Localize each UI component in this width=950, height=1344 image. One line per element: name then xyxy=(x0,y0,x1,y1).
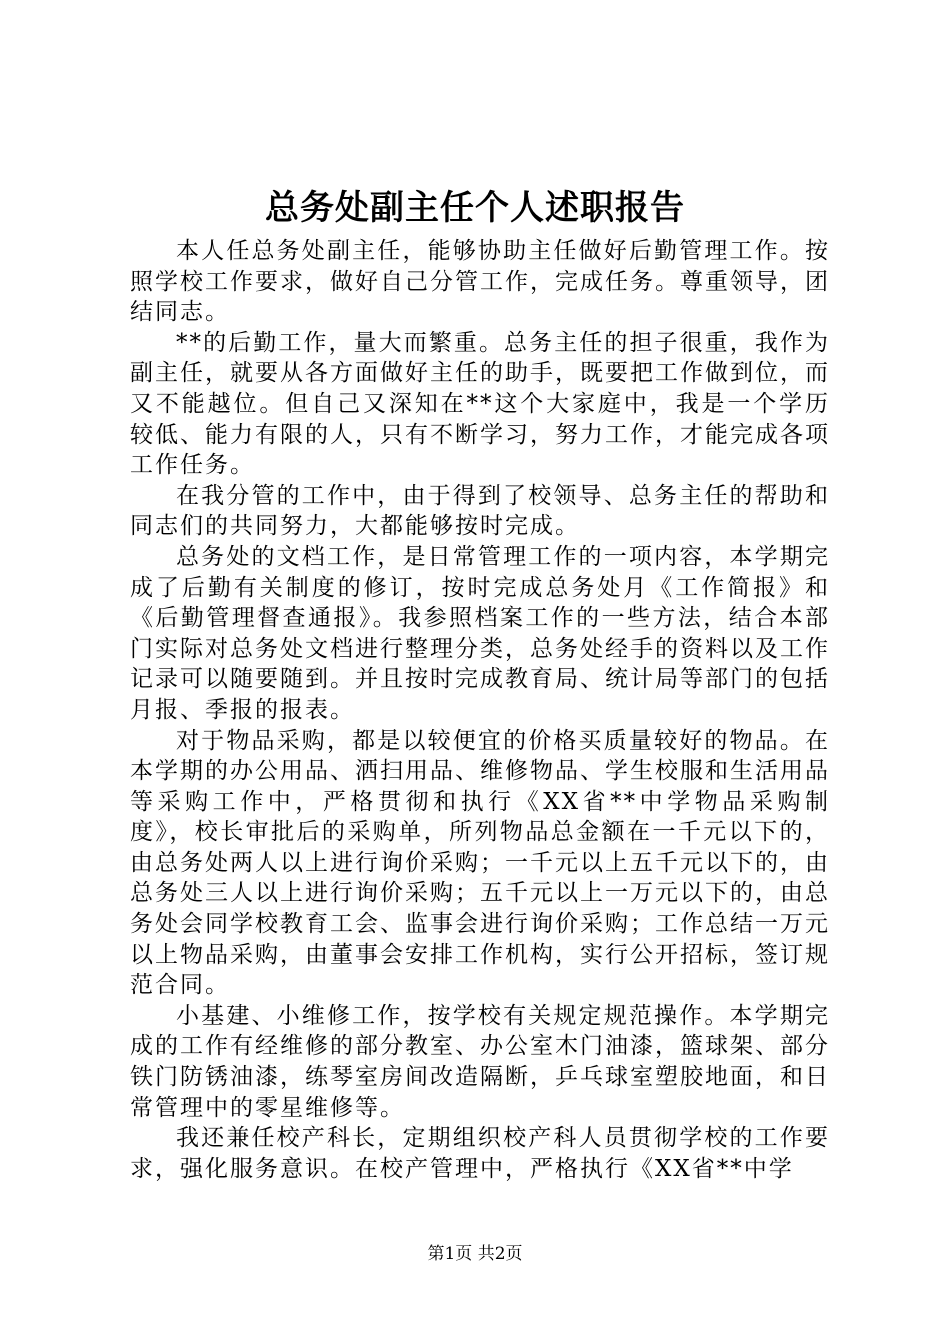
paragraph: **的后勤工作，量大而繁重。总务主任的担子很重，我作为副主任，就要从各方面做好主任的助手，既要把工作做到位，而又不能越位。但自己又深知在**这个大家庭中，我是一个学历较低、能力有限的人，只有不断学习，努力工作，才能完成各项工作任务。 xyxy=(130,329,830,479)
paragraph: 总务处的文档工作，是日常管理工作的一项内容，本学期完成了后勤有关制度的修订，按时完成总务处月《工作简报》和《后勤管理督查通报》。我参照档案工作的一些方法，结合本部门实际对总务处文档进行整理分类，总务处经手的资料以及工作记录可以随要随到。并且按时完成教育局、统计局等部门的包括月报、季报的报表。 xyxy=(130,543,830,723)
page-footer: 第1页 共2页 xyxy=(427,1244,523,1264)
paragraph: 对于物品采购，都是以较便宜的价格买质量较好的物品。在本学期的办公用品、洒扫用品、维修物品、学生校服和生活用品等采购工作中，严格贯彻和执行《XX省**中学物品采购制度》，校长审批后的采购单，所列物品总金额在一千元以下的，由总务处两人以上进行询价采购；一千元以上五千元以下的，由总务处三人以上进行询价采购；五千元以上一万元以下的，由总务处会同学校教育工会、监事会进行询价采购；工作总结一万元以上物品采购，由董事会安排工作机构，实行公开招标，签订规范合同。 xyxy=(130,727,830,999)
paragraph: 在我分管的工作中，由于得到了校领导、总务主任的帮助和同志们的共同努力，大都能够按时完成。 xyxy=(130,482,830,540)
document-title: 总务处副主任个人述职报告 xyxy=(265,188,685,228)
paragraph: 本人任总务处副主任，能够协助主任做好后勤管理工作。按照学校工作要求，做好自己分管工作，完成任务。尊重领导，团结同志。 xyxy=(130,238,830,326)
paragraph: 小基建、小维修工作，按学校有关规定规范操作。本学期完成的工作有经维修的部分教室、办公室木门油漆，篮球架、部分铁门防锈油漆，练琴室房间改造隔断，乒乓球室塑胶地面，和日常管理中的零星维修等。 xyxy=(130,1002,830,1121)
paragraph: 我还兼任校产科长，定期组织校产科人员贯彻学校的工作要求，强化服务意识。在校产管理中，严格执行《XX省**中学 xyxy=(130,1125,830,1182)
document-body xyxy=(130,236,830,1184)
